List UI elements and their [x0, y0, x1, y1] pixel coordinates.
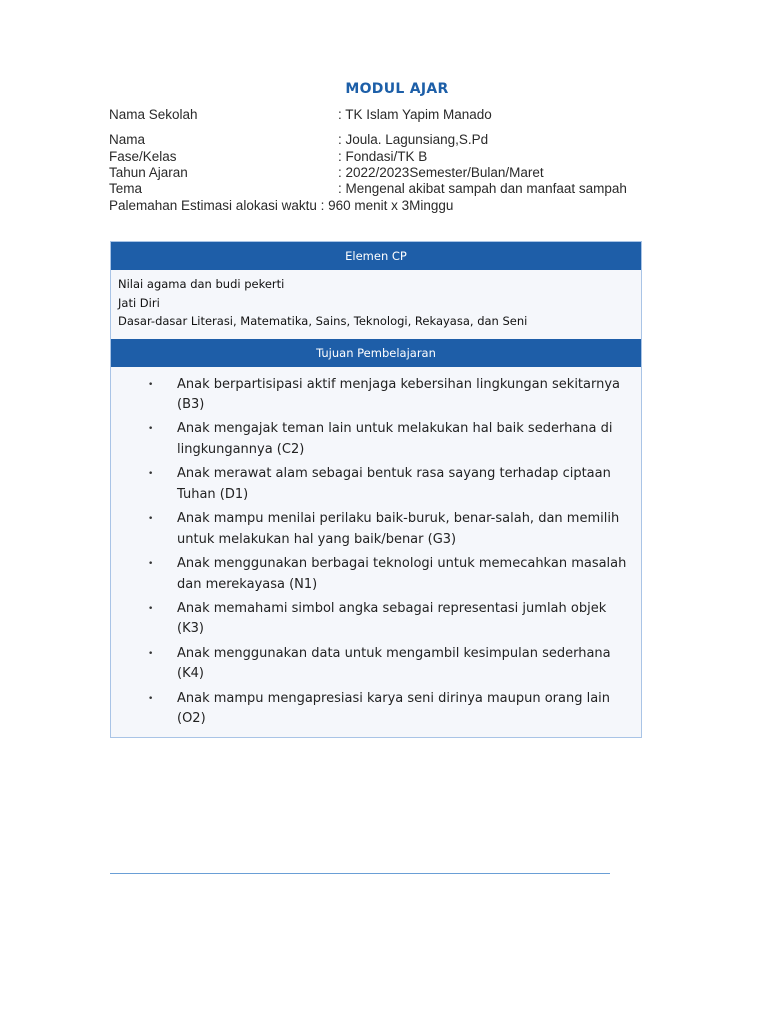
bullet-icon: •: [148, 469, 154, 480]
goal-text: Anak menggunakan berbagai teknologi untuk memecahkan masalah dan merekayasa (N1): [177, 556, 627, 592]
elemen-cp-list: [111, 270, 641, 339]
document-title: MODUL AJAR: [345, 81, 449, 97]
learning-table: [110, 241, 642, 738]
list-item: [111, 689, 631, 730]
cp-item: Jati Diri: [118, 295, 160, 310]
goal-text: Anak memahami simbol angka sebagai representasi jumlah objek (K3): [177, 600, 607, 637]
bullet-icon: •: [148, 603, 154, 614]
tujuan-header: Tujuan Pembelajaran: [111, 339, 641, 367]
school-value: : TK Islam Yapim Manado: [338, 107, 492, 122]
list-item: [111, 464, 631, 505]
goal-text: Anak menggunakan data untuk mengambil kesimpulan sederhana (K4): [177, 645, 611, 682]
phase-label: Fase/Kelas: [109, 149, 177, 164]
bullet-icon: •: [148, 424, 154, 435]
name-value: : Joula. Lagunsiang,S.Pd: [338, 132, 489, 147]
goal-text: Anak mampu mengapresiasi karya seni dirinya maupun orang lain (O2): [177, 690, 611, 727]
theme-label: Tema: [109, 181, 143, 196]
bullet-icon: •: [148, 559, 154, 570]
year-label: Tahun Ajaran: [109, 165, 188, 180]
list-item: [111, 509, 631, 550]
phase-value: : Fondasi/TK B: [338, 149, 428, 164]
cp-item: Nilai agama dan budi pekerti: [118, 277, 285, 291]
goal-text: Anak mampu menilai perilaku baik-buruk, benar-salah, dan memilih untuk melakukan hal yang baik/benar (G3): [177, 511, 620, 547]
school-label: Nama Sekolah: [109, 107, 198, 122]
name-label: Nama: [109, 132, 146, 147]
bullet-icon: •: [148, 514, 154, 525]
list-item: [111, 419, 631, 460]
bullet-icon: •: [148, 379, 154, 390]
year-value: : 2022/2023Semester/Bulan/Maret: [338, 165, 544, 180]
elemen-cp-header: Elemen CP: [111, 242, 641, 270]
footer-divider: [110, 873, 610, 874]
list-item: [111, 599, 631, 640]
goal-text: Anak mengajak teman lain untuk melakukan hal baik sederhana di lingkungannya (C2): [177, 421, 613, 457]
bullet-icon: •: [148, 648, 154, 659]
tujuan-list: [111, 367, 641, 737]
list-item: [111, 554, 631, 595]
time-allocation: Palemahan Estimasi alokasi waktu : 960 menit x 3Minggu: [109, 198, 454, 213]
bullet-icon: •: [148, 693, 154, 704]
list-item: [111, 375, 631, 416]
theme-value: : Mengenal akibat sampah dan manfaat sampah: [338, 181, 627, 196]
list-item: [111, 644, 631, 685]
cp-item: Dasar-dasar Literasi, Matematika, Sains, Teknologi, Rekayasa, dan Seni: [118, 314, 528, 328]
goal-text: Anak merawat alam sebagai bentuk rasa sayang terhadap ciptaan Tuhan (D1): [177, 466, 611, 502]
goal-text: Anak berpartisipasi aktif menjaga kebersihan lingkungan sekitarnya (B3): [177, 376, 621, 412]
